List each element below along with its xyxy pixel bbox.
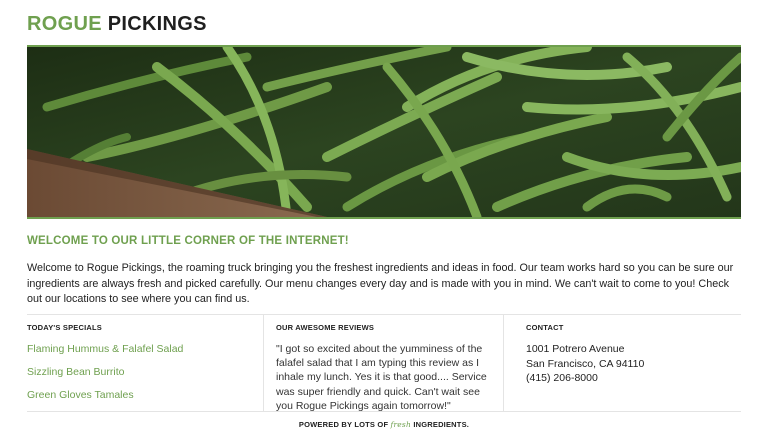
specials-column bbox=[27, 315, 264, 411]
site-title[interactable] bbox=[27, 12, 207, 36]
contact-address-line2: San Francisco, CA 94110 bbox=[526, 357, 645, 370]
welcome-heading: WELCOME TO OUR LITTLE CORNER OF THE INTERNET! bbox=[27, 235, 349, 247]
contact-address-line1: 1001 Potrero Avenue bbox=[526, 343, 625, 355]
special-item-tamales[interactable]: Green Gloves Tamales bbox=[27, 389, 134, 401]
brand-second-word: PICKINGS bbox=[107, 13, 207, 35]
contact-heading: CONTACT bbox=[526, 323, 564, 332]
info-columns bbox=[27, 314, 741, 412]
specials-heading: TODAY'S SPECIALS bbox=[27, 323, 103, 332]
hero-image bbox=[27, 45, 741, 219]
review-quote: "I got so excited about the yumminess of the falafel salad that I am typing this review as I inhale my lunch. Yes it is that good.... Service was super friendly and quick. Can't wait see you Rogue Pickings again tomorrow!" bbox=[276, 343, 487, 412]
contact-phone: (415) 206-8000 bbox=[526, 372, 598, 384]
footer-fresh-word: fresh bbox=[390, 420, 412, 429]
footer-text-before: POWERED BY LOTS OF bbox=[298, 420, 389, 429]
reviews-column bbox=[264, 315, 504, 411]
contact-column bbox=[504, 315, 741, 411]
brand-first-word: ROGUE bbox=[27, 13, 102, 35]
special-item-bean-burrito[interactable]: Sizzling Bean Burrito bbox=[27, 366, 125, 378]
footer-text-after: INGREDIENTS. bbox=[413, 420, 470, 429]
welcome-text: Welcome to Rogue Pickings, the roaming truck bringing you the freshest ingredients and ideas in food. Our team works hard so you can be sure our ingredients are always fresh and picked carefully. Our menu changes every day and is made with you in mind. We can't wait to come to you! Check out our locations to see where you can find us. bbox=[27, 262, 734, 305]
footer bbox=[0, 420, 768, 429]
reviews-heading: OUR AWESOME REVIEWS bbox=[276, 323, 375, 332]
special-item-hummus-salad[interactable]: Flaming Hummus & Falafel Salad bbox=[27, 343, 184, 355]
